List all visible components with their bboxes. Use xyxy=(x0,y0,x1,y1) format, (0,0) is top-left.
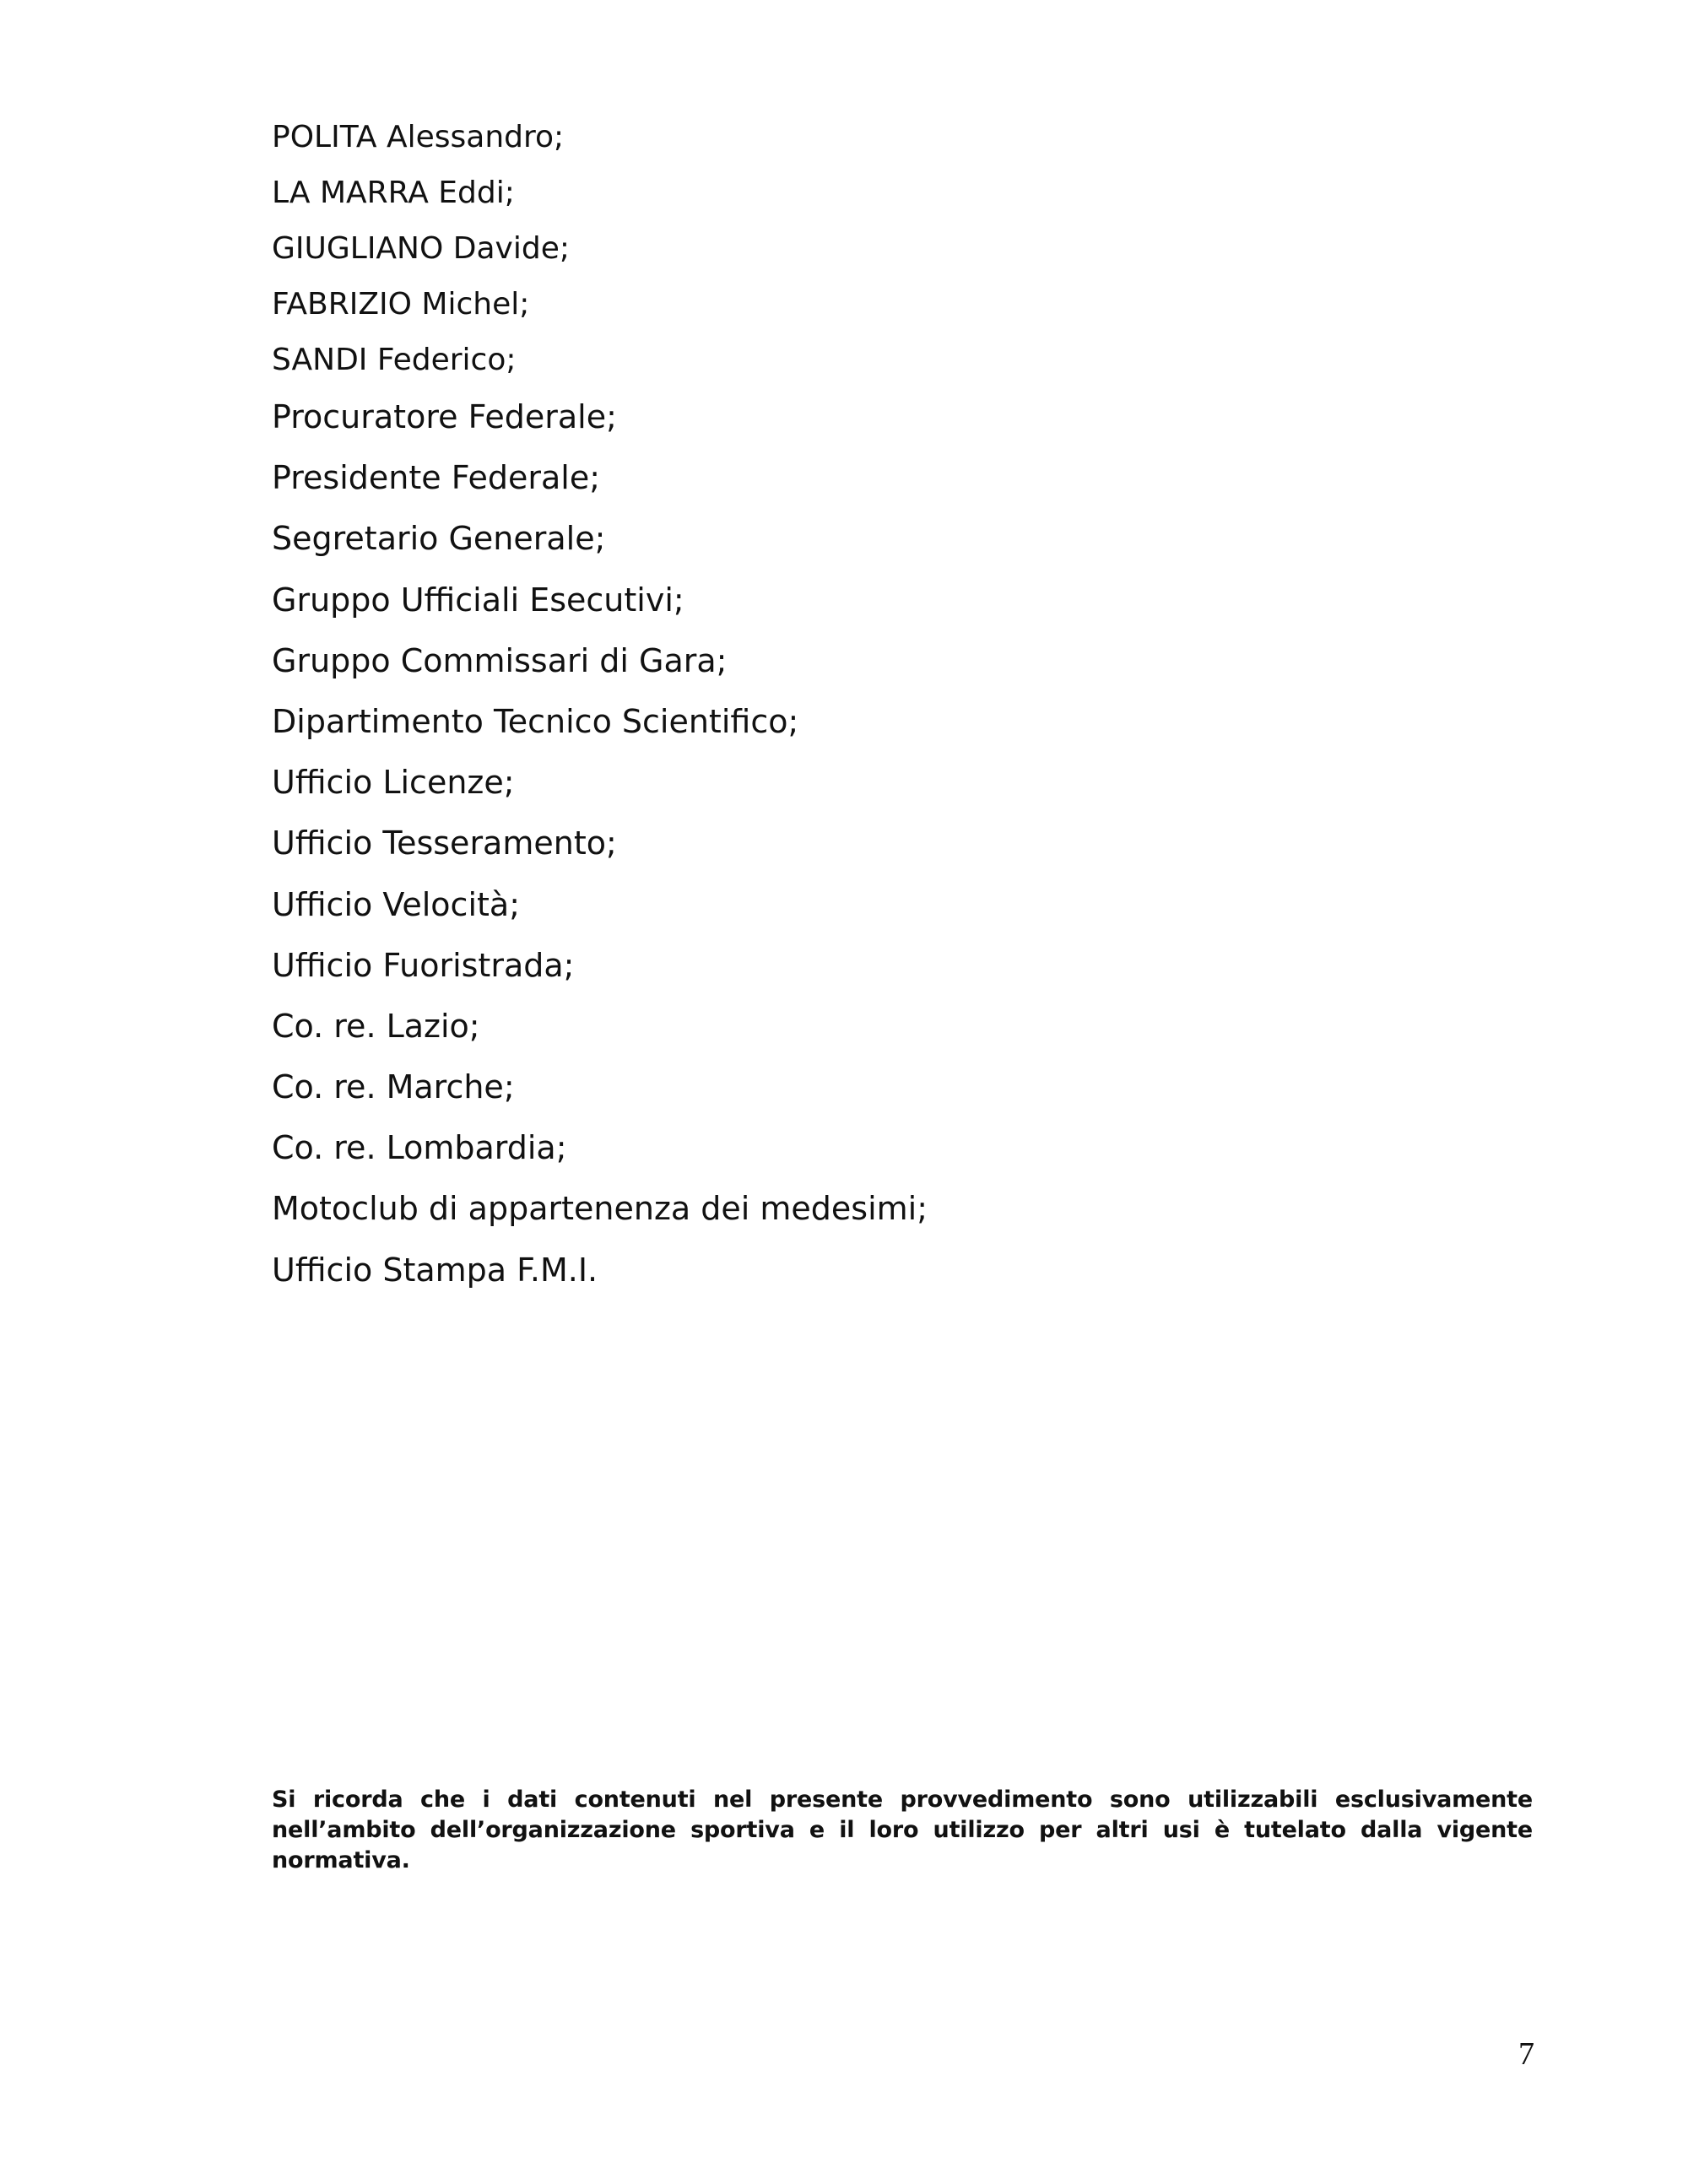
list-item: SANDI Federico; xyxy=(272,343,517,377)
list-item: Ufficio Licenze; xyxy=(272,764,515,802)
list-item: Dipartimento Tecnico Scientifico; xyxy=(272,702,799,740)
list-item: GIUGLIANO Davide; xyxy=(272,231,570,266)
list-item: Ufficio Stampa F.M.I. xyxy=(272,1251,598,1289)
list-item: Co. re. Lombardia; xyxy=(272,1129,567,1167)
list-item: Ufficio Velocità; xyxy=(272,885,520,923)
privacy-notice: Si ricorda che i dati contenuti nel presente provvedimento sono utilizzabili esclusivamente nell’ambito dell’organizzazione sportiva e il loro utilizzo per altri usi è tutelato dalla vigente normativa. xyxy=(272,1787,1533,1873)
list-item: Gruppo Commissari di Gara; xyxy=(272,641,728,679)
recipients-list-offices xyxy=(272,393,928,1307)
list-item: LA MARRA Eddi; xyxy=(272,176,515,210)
list-item: FABRIZIO Michel; xyxy=(272,287,530,322)
list-item: Co. re. Lazio; xyxy=(272,1007,480,1045)
list-item: Motoclub di appartenenza dei medesimi; xyxy=(272,1190,928,1228)
list-item: Co. re. Marche; xyxy=(272,1068,515,1106)
recipients-list-names xyxy=(272,116,570,395)
list-item: Ufficio Fuoristrada; xyxy=(272,946,575,984)
list-item: Gruppo Ufficiali Esecutivi; xyxy=(272,581,684,619)
list-item: Procuratore Federale; xyxy=(272,398,617,435)
list-item: POLITA Alessandro; xyxy=(272,120,565,154)
list-item: Segretario Generale; xyxy=(272,520,606,558)
list-item: Presidente Federale; xyxy=(272,459,601,497)
list-item: Ufficio Tesseramento; xyxy=(272,824,617,862)
page-number: 7 xyxy=(1518,2036,1534,2072)
